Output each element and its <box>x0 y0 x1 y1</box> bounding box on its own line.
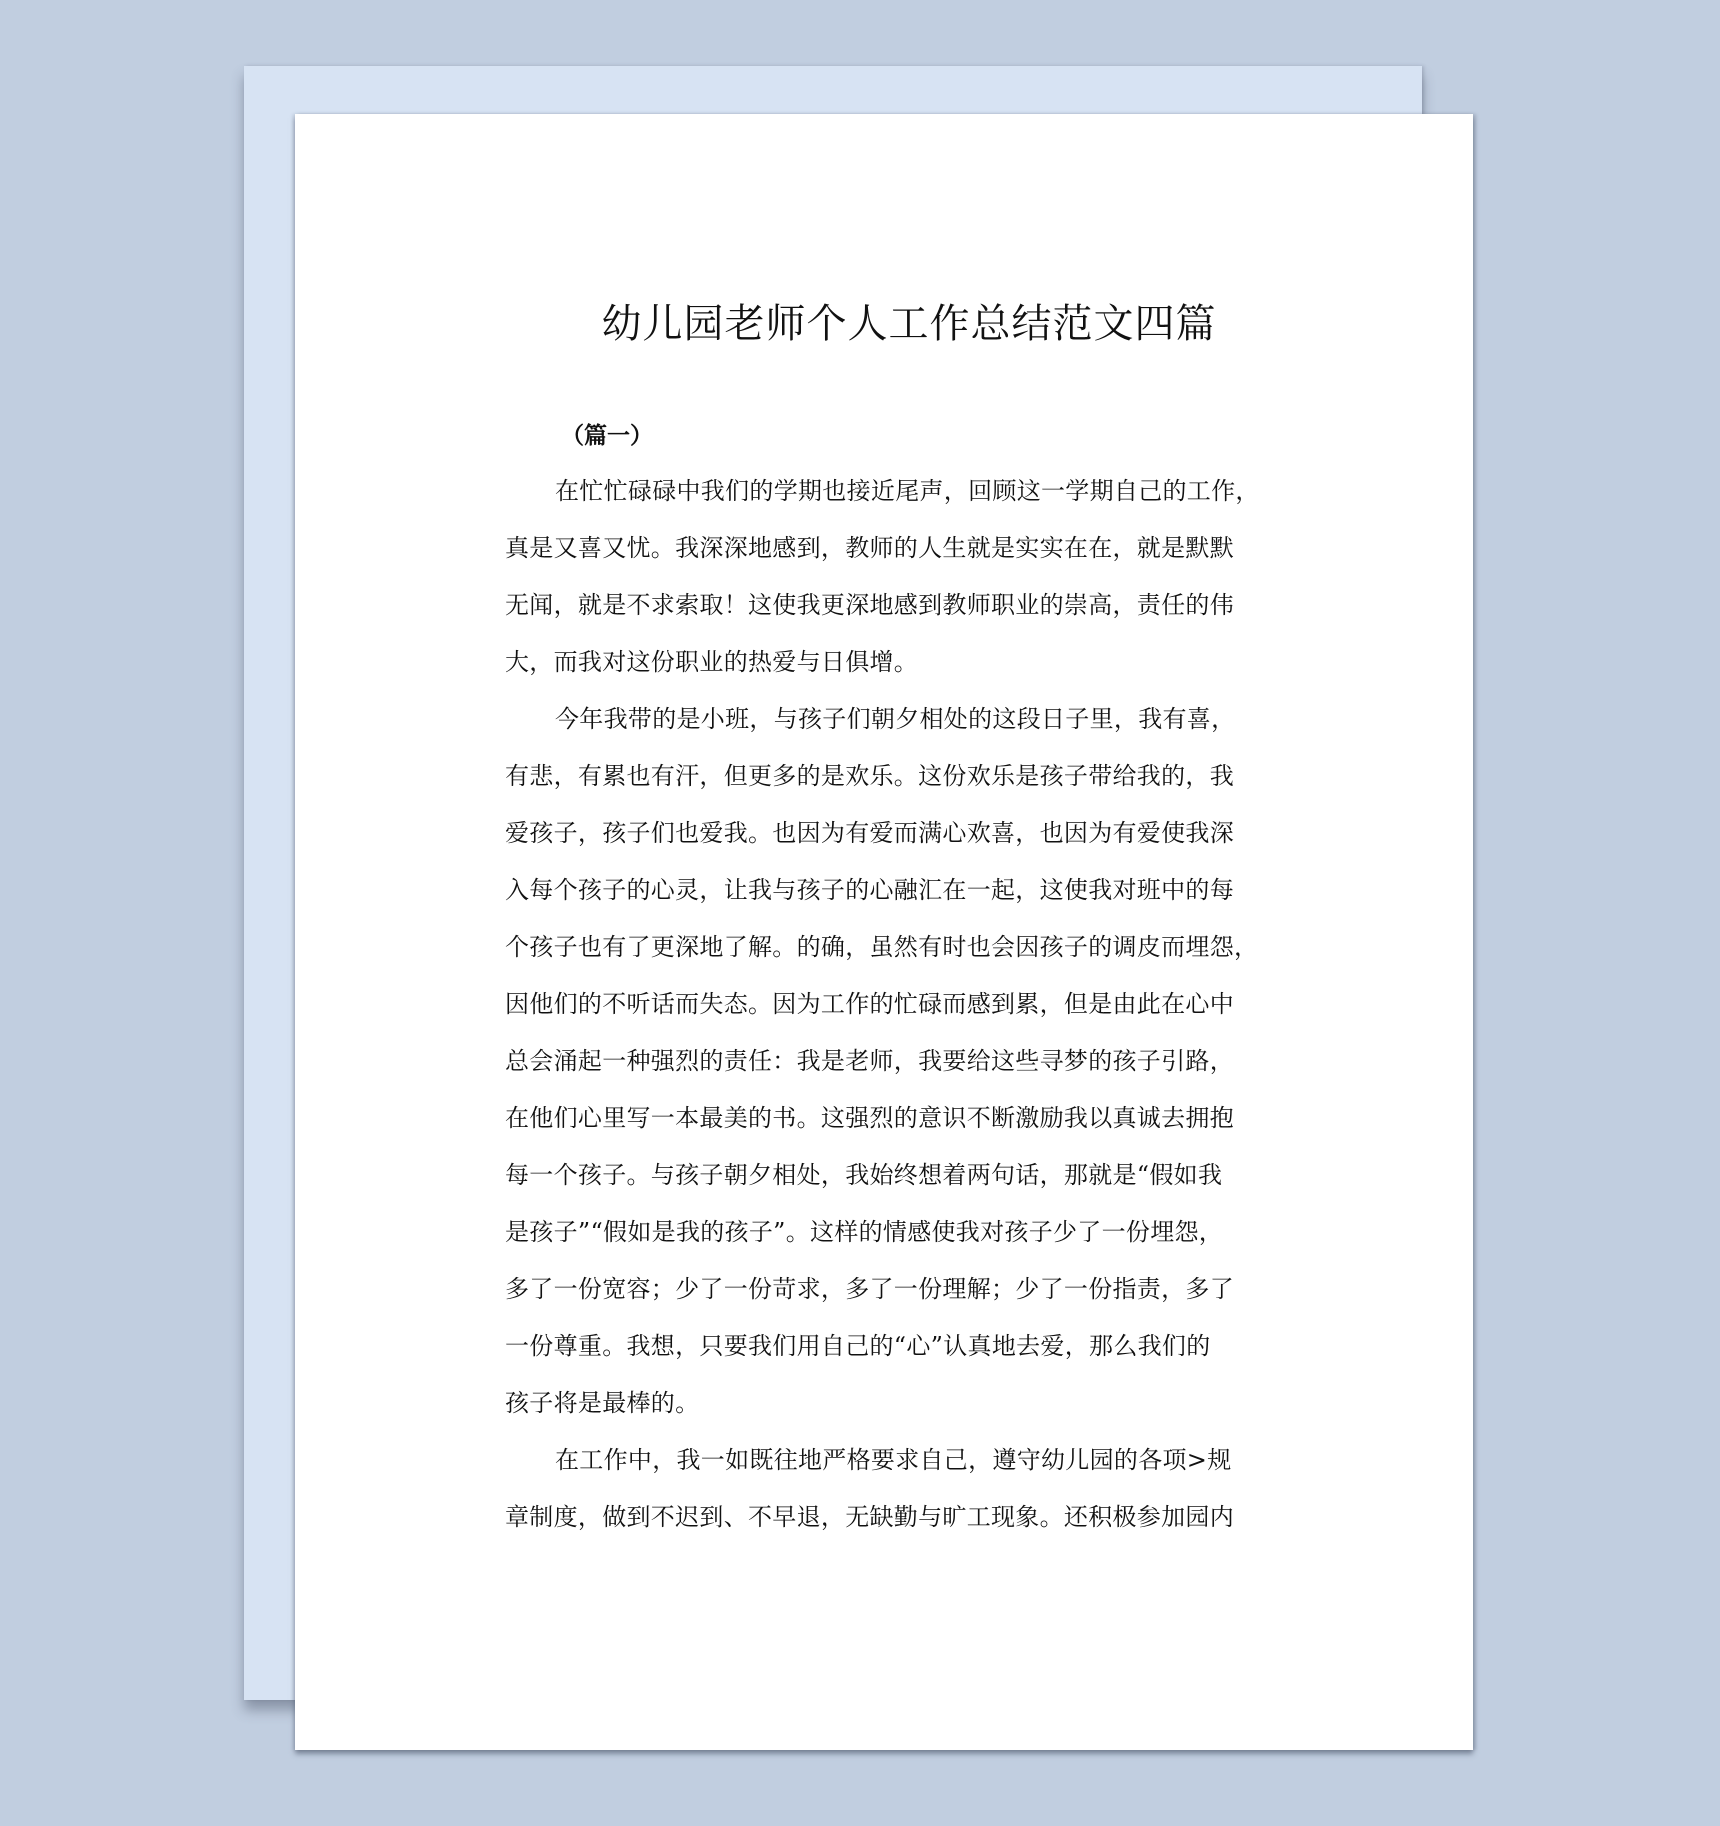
text-line: 个孩子也有了更深地了解。的确，虽然有时也会因孩子的调皮而埋怨， <box>505 933 1259 961</box>
text-line: 大，而我对这份职业的热爱与日俱增。 <box>505 648 919 676</box>
text-line: 是孩子”“假如是我的孩子”。这样的情感使我对孩子少了一份埋怨， <box>505 1218 1224 1246</box>
text-line: 真是又喜又忧。我深深地感到，教师的人生就是实实在在，就是默默 <box>505 534 1234 562</box>
text-line: 在工作中，我一如既往地严格要求自己，遵守幼儿园的各项>规 <box>555 1446 1232 1474</box>
text-line: 有悲，有累也有汗，但更多的是欢乐。这份欢乐是孩子带给我的，我 <box>505 762 1234 790</box>
text-line: 每一个孩子。与孩子朝夕相处，我始终想着两句话，那就是“假如我 <box>505 1161 1223 1189</box>
text-line: 在他们心里写一本最美的书。这强烈的意识不断激励我以真诚去拥抱 <box>505 1104 1234 1132</box>
document-title: 幼儿园老师个人工作总结范文四篇 <box>601 301 1217 347</box>
paragraph-3 <box>505 1432 1263 1546</box>
text-line: 孩子将是最棒的。 <box>505 1389 700 1417</box>
text-line: 多了一份宽容；少了一份苛求，多了一份理解；少了一份指责，多了 <box>505 1275 1234 1303</box>
text-line: 无闻，就是不求索取！这使我更深地感到教师职业的崇高，责任的伟 <box>505 591 1234 619</box>
text-line: 总会涌起一种强烈的责任：我是老师，我要给这些寻梦的孩子引路， <box>505 1047 1234 1075</box>
paragraph-2 <box>505 691 1263 1432</box>
document-page <box>295 114 1473 1750</box>
text-line: 今年我带的是小班，与孩子们朝夕相处的这段日子里，我有喜， <box>555 705 1236 733</box>
text-line: 在忙忙碌碌中我们的学期也接近尾声，回顾这一学期自己的工作， <box>555 477 1260 505</box>
paragraph-1 <box>505 463 1263 691</box>
text-line: 一份尊重。我想，只要我们用自己的“心”认真地去爱，那么我们的 <box>505 1332 1211 1360</box>
section-label: （篇一） <box>561 422 653 449</box>
document-content <box>505 294 1263 1546</box>
text-line: 入每个孩子的心灵，让我与孩子的心融汇在一起，这使我对班中的每 <box>505 876 1234 904</box>
text-line: 爱孩子，孩子们也爱我。也因为有爱而满心欢喜，也因为有爱使我深 <box>505 819 1234 847</box>
text-line: 因他们的不听话而失态。因为工作的忙碌而感到累，但是由此在心中 <box>505 990 1234 1018</box>
document-body <box>505 463 1263 1546</box>
text-line: 章制度，做到不迟到、不早退，无缺勤与旷工现象。还积极参加园内 <box>505 1503 1234 1531</box>
